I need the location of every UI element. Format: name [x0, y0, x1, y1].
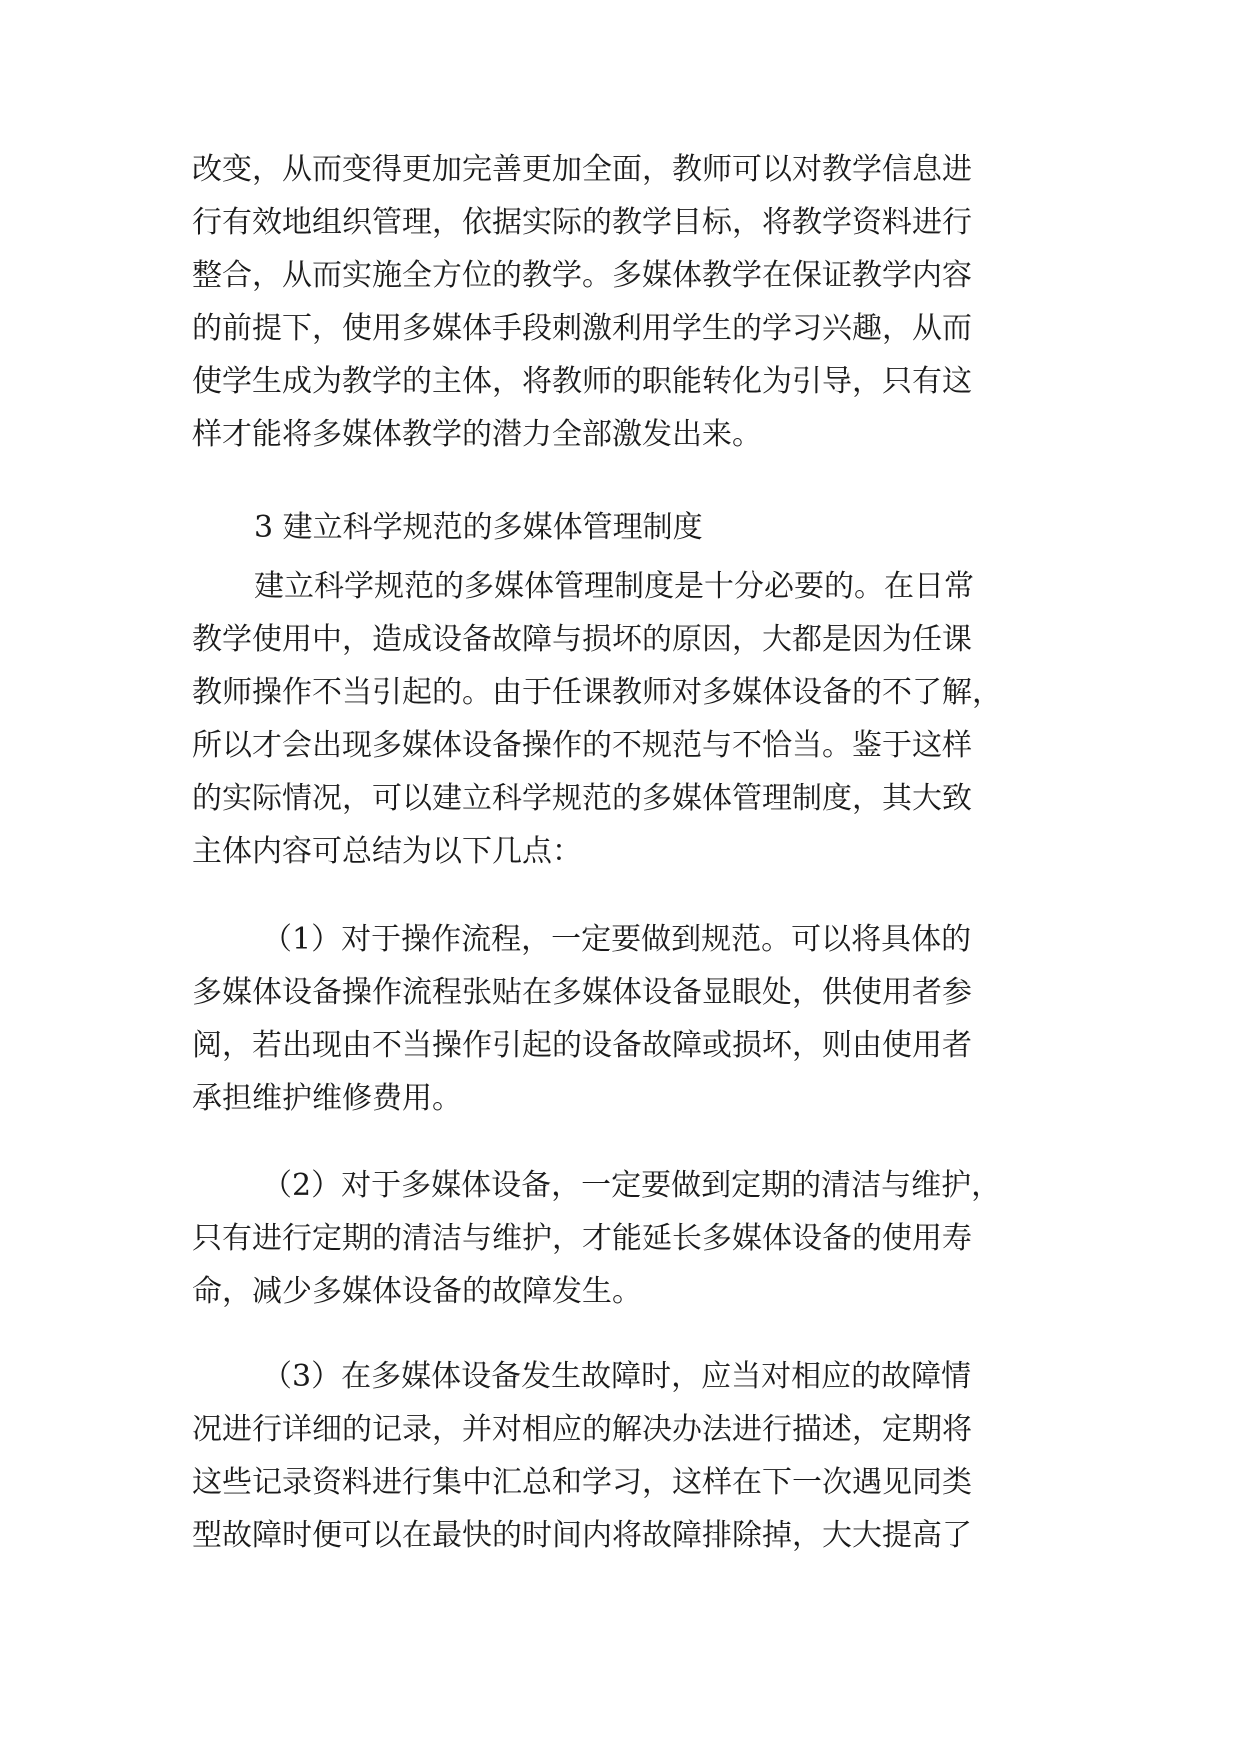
list-item-line: 命，减少多媒体设备的故障发生。 [192, 1274, 642, 1309]
list-item-line: 型故障时便可以在最快的时间内将故障排除掉，大大提高了 [192, 1518, 972, 1553]
paragraph-line: 教学使用中，造成设备故障与损坏的原因，大都是因为任课 [192, 622, 972, 657]
list-item-line: 这些记录资料进行集中汇总和学习，这样在下一次遇见同类 [192, 1465, 972, 1500]
paragraph-line: 主体内容可总结为以下几点： [192, 834, 582, 869]
paragraph-line: 整合，从而实施全方位的教学。多媒体教学在保证教学内容 [192, 258, 972, 293]
paragraph-line: 样才能将多媒体教学的潜力全部激发出来。 [192, 417, 762, 452]
paragraph-line: 的实际情况，可以建立科学规范的多媒体管理制度，其大致 [192, 781, 972, 816]
list-item-line: 只有进行定期的清洁与维护，才能延长多媒体设备的使用寿 [192, 1221, 972, 1256]
list-item-line: （1）对于操作流程，一定要做到规范。可以将具体的 [262, 922, 972, 957]
paragraph-line: 行有效地组织管理，依据实际的教学目标，将教学资料进行 [192, 205, 972, 240]
list-item-line: 阅，若出现由不当操作引起的设备故障或损坏，则由使用者 [192, 1028, 972, 1063]
paragraph-line: 使学生成为教学的主体，将教师的职能转化为引导，只有这 [192, 364, 972, 399]
paragraph-line: 教师操作不当引起的。由于任课教师对多媒体设备的不了解， [192, 675, 1002, 710]
list-item-line: 承担维护维修费用。 [192, 1081, 462, 1116]
list-item-line: 多媒体设备操作流程张贴在多媒体设备显眼处，供使用者参 [192, 975, 972, 1010]
paragraph-line: 所以才会出现多媒体设备操作的不规范与不恰当。鉴于这样 [192, 728, 972, 763]
section-heading: 3 建立科学规范的多媒体管理制度 [254, 510, 703, 545]
paragraph-line: 的前提下，使用多媒体手段刺激利用学生的学习兴趣，从而 [192, 311, 972, 346]
list-item-line: （3）在多媒体设备发生故障时，应当对相应的故障情 [262, 1359, 972, 1394]
list-item-line: 况进行详细的记录，并对相应的解决办法进行描述，定期将 [192, 1412, 972, 1447]
paragraph-line: 改变，从而变得更加完善更加全面，教师可以对教学信息进 [192, 152, 972, 187]
list-item-line: （2）对于多媒体设备，一定要做到定期的清洁与维护， [262, 1168, 1002, 1203]
paragraph-line: 建立科学规范的多媒体管理制度是十分必要的。在日常 [254, 569, 974, 604]
